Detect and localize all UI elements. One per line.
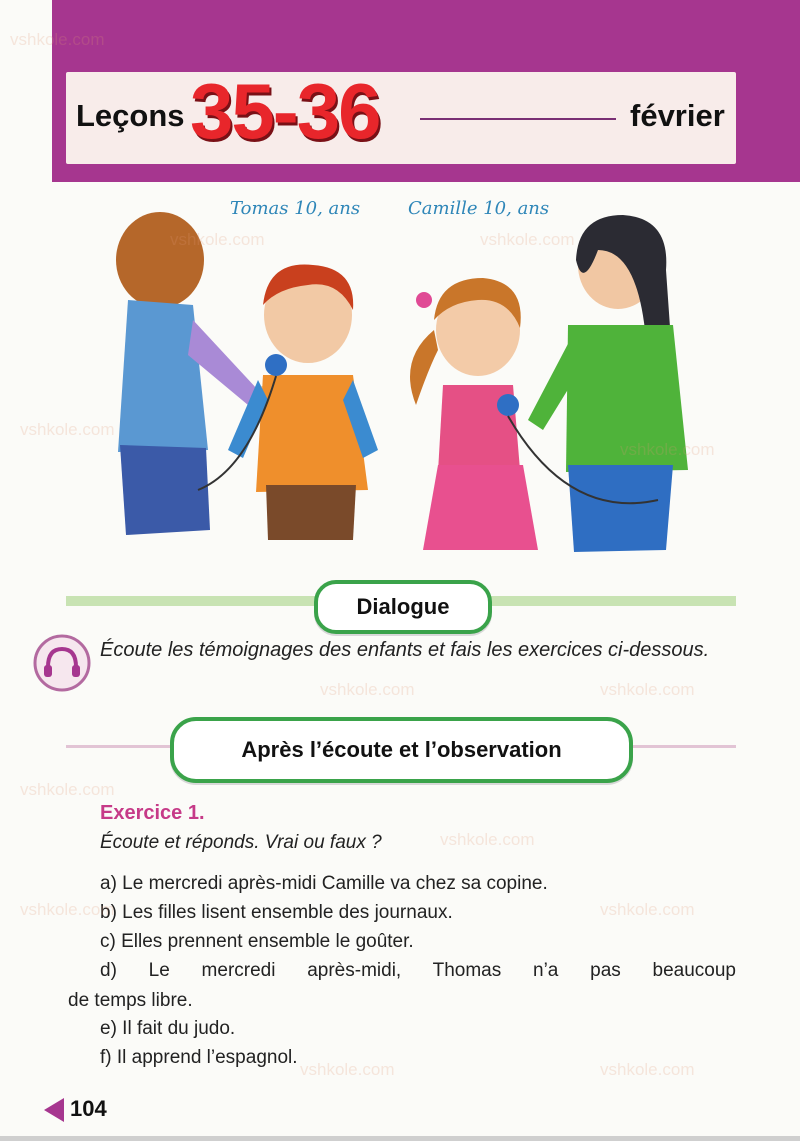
caption-camille: Camille 10, ans bbox=[408, 198, 550, 219]
exercise-subtitle: Écoute et réponds. Vrai ou faux ? bbox=[100, 832, 382, 853]
watermark: vshkole.com bbox=[600, 900, 695, 919]
page-arrow-icon bbox=[44, 1098, 64, 1122]
girl-figure bbox=[410, 278, 538, 550]
exercise-item-f: f) Il apprend l’espagnol. bbox=[100, 1047, 298, 1068]
headphones-icon bbox=[32, 633, 92, 693]
exercise-title: Exercice 1. bbox=[100, 802, 205, 824]
watermark: vshkole.com bbox=[300, 1060, 395, 1079]
exercise-item-d: d) Le mercredi après-midi, Thomas n’a pas beaucoup bbox=[100, 960, 736, 981]
month-label: février bbox=[630, 98, 725, 133]
watermark: vshkole.com bbox=[600, 680, 695, 699]
watermark: vshkole.com bbox=[440, 830, 535, 849]
dialogue-heading: Dialogue bbox=[314, 580, 492, 634]
page-number: 104 bbox=[70, 1096, 107, 1121]
watermark: vshkole.com bbox=[170, 230, 265, 249]
caption-tomas: Tomas 10, ans bbox=[230, 198, 361, 219]
watermark: vshkole.com bbox=[320, 680, 415, 699]
watermark: vshkole.com bbox=[20, 780, 115, 799]
exercise-item-e: e) Il fait du judo. bbox=[100, 1018, 236, 1039]
exercise-item-a: a) Le mercredi après-midi Camille va chez sa copine. bbox=[100, 873, 548, 894]
exercise-item-b: b) Les filles lisent ensemble des journaux. bbox=[100, 902, 453, 923]
boy-figure bbox=[228, 265, 378, 541]
header-line bbox=[420, 118, 616, 120]
pink-rule-right bbox=[633, 745, 736, 748]
woman-left-figure bbox=[116, 212, 272, 535]
interview-illustration bbox=[98, 190, 704, 558]
watermark: vshkole.com bbox=[620, 440, 715, 459]
section-heading: Après l’écoute et l’observation bbox=[170, 717, 633, 783]
lecons-label: Leçons bbox=[76, 98, 185, 133]
watermark: vshkole.com bbox=[600, 1060, 695, 1079]
exercise-item-d-continued: de temps libre. bbox=[68, 990, 193, 1011]
lesson-number: 35-36 bbox=[190, 67, 380, 155]
pink-rule-left bbox=[66, 745, 170, 748]
watermark: vshkole.com bbox=[20, 900, 115, 919]
watermark: vshkole.com bbox=[20, 420, 115, 439]
bottom-line bbox=[0, 1136, 800, 1141]
dialogue-instruction: Écoute les témoignages des enfants et fais les exercices ci-dessous. bbox=[100, 639, 710, 661]
exercise-item-c: c) Elles prennent ensemble le goûter. bbox=[100, 931, 414, 952]
watermark: vshkole.com bbox=[10, 30, 105, 49]
watermark: vshkole.com bbox=[480, 230, 575, 249]
